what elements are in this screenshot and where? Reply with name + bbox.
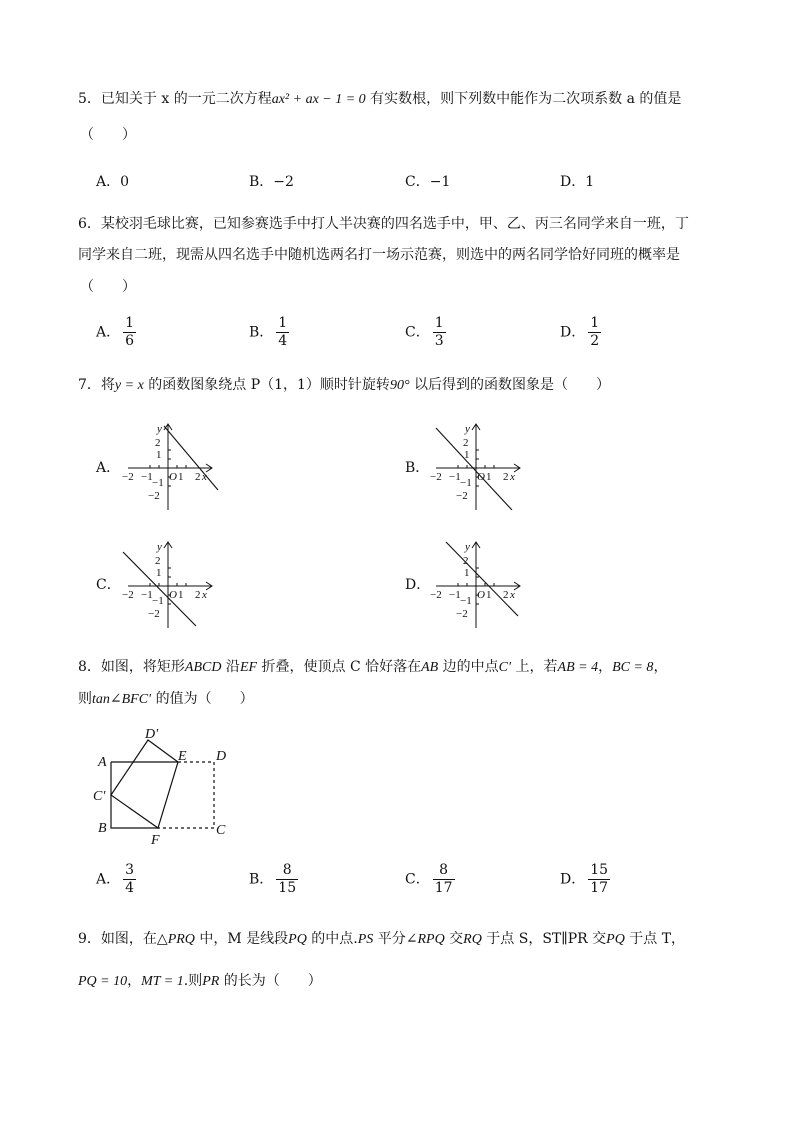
question-6-line2: 同学来自二班，现需从四名选手中随机选两名打一场示范赛，则选中的两名同学恰好同班的概率是 [78, 247, 680, 263]
svg-text:−1: −1 [152, 595, 164, 607]
svg-text:1: 1 [156, 449, 162, 461]
svg-text:1: 1 [486, 471, 492, 483]
svg-text:1: 1 [178, 589, 184, 601]
svg-text:2: 2 [503, 471, 509, 483]
function-line [436, 428, 512, 510]
svg-text:2: 2 [155, 437, 161, 449]
svg-text:−2: −2 [122, 589, 134, 601]
svg-text:2: 2 [463, 437, 469, 449]
svg-text:D′: D′ [145, 727, 159, 742]
fraction: $\frac{1}{3}$ [434, 315, 444, 349]
option-c[interactable]: C． $\frac{1}{3}$ [405, 315, 444, 349]
svg-text:−1: −1 [141, 471, 153, 483]
svg-text:1: 1 [464, 449, 470, 461]
svg-text:2: 2 [195, 471, 201, 483]
svg-text:1: 1 [486, 589, 492, 601]
svg-text:O: O [169, 471, 177, 483]
svg-text:−2: −2 [456, 490, 468, 502]
option-a[interactable]: A． $\frac{1}{6}$ [96, 315, 135, 349]
svg-text:E: E [178, 749, 187, 764]
question-number: 9． [78, 931, 101, 947]
svg-text:2: 2 [155, 555, 161, 567]
answer-paren: （ ） [80, 127, 136, 143]
option-b[interactable]: B．−2 [249, 174, 294, 190]
x-axis-label: x [510, 471, 515, 483]
question-number: 5． [78, 91, 101, 107]
svg-text:2: 2 [195, 589, 201, 601]
svg-text:−1: −1 [152, 477, 164, 489]
fraction: $\frac{1}{4}$ [278, 315, 288, 349]
option-a[interactable]: A．0 [96, 174, 130, 190]
graph-option-a[interactable] [120, 420, 220, 510]
answer-paren: （ ） [80, 279, 136, 295]
svg-text:−1: −1 [460, 595, 472, 607]
function: y = x [114, 378, 144, 393]
svg-text:−1: −1 [449, 471, 461, 483]
svg-text:D: D [216, 749, 227, 764]
svg-text:1: 1 [178, 471, 184, 483]
svg-text:O: O [477, 471, 485, 483]
option-d[interactable]: D． $\frac{15}{17}$ [560, 862, 609, 896]
question-9-line2: PQ = 10，MT = 1.则PR 的长为（ ） [78, 973, 322, 989]
svg-text:−2: −2 [148, 490, 160, 502]
question-number: 7． [78, 377, 101, 393]
option-d[interactable]: D． $\frac{1}{2}$ [560, 315, 600, 349]
graph-option-d[interactable] [428, 538, 528, 628]
option-c[interactable]: C． [96, 577, 121, 593]
x-axis-label: x [202, 589, 207, 601]
svg-text:−2: −2 [430, 471, 442, 483]
fraction: $\frac{1}{2}$ [590, 315, 600, 349]
svg-text:−2: −2 [148, 608, 160, 620]
graph-option-b[interactable] [428, 420, 528, 510]
option-b[interactable]: B． [405, 460, 430, 476]
question-5-stem: 5．已知关于 x 的一元二次方程ax² + ax − 1 = 0 有实数根，则下列数中能作为二次项系数 a 的值是 [78, 91, 682, 107]
y-axis-label: y [465, 423, 470, 435]
svg-text:F: F [151, 833, 160, 848]
svg-text:B: B [98, 821, 107, 836]
fraction: $\frac{1}{6}$ [125, 315, 135, 349]
option-b[interactable]: B． $\frac{1}{4}$ [249, 315, 288, 349]
svg-text:−1: −1 [141, 589, 153, 601]
graph-option-c[interactable] [120, 538, 220, 628]
option-c[interactable]: C． $\frac{8}{17}$ [405, 862, 453, 896]
x-axis-label: x [202, 471, 207, 483]
equation: ax² + ax − 1 = 0 [271, 92, 366, 107]
option-a[interactable]: A． $\frac{3}{4}$ [96, 862, 135, 896]
svg-text:O: O [477, 589, 485, 601]
fold-figure [90, 722, 240, 850]
option-d[interactable]: D． [405, 577, 431, 593]
question-9-line1: 9．如图，在△PRQ 中，M 是线段PQ 的中点.PS 平分∠RPQ 交RQ 于点 S，ST∥PR 交PQ 于点 T， [78, 931, 686, 947]
option-b[interactable]: B． $\frac{8}{15}$ [249, 862, 297, 896]
rect-solid-edge [111, 762, 158, 828]
svg-text:C′: C′ [93, 789, 106, 804]
question-number: 6． [78, 216, 101, 232]
svg-text:2: 2 [463, 555, 469, 567]
svg-text:A: A [98, 755, 107, 770]
option-a[interactable]: A． [96, 460, 121, 476]
rect-dashed-edge [158, 762, 214, 828]
fraction: $\frac{3}{4}$ [125, 862, 135, 896]
folded-quad [111, 740, 178, 828]
y-axis-label: y [465, 541, 470, 553]
y-axis-label: y [157, 541, 162, 553]
svg-text:−1: −1 [449, 589, 461, 601]
function-line [446, 542, 518, 616]
svg-text:−2: −2 [430, 589, 442, 601]
question-8-line2: 则tan∠BFC′ 的值为（ ） [78, 691, 254, 707]
svg-text:−1: −1 [460, 477, 472, 489]
question-number: 8． [78, 659, 101, 675]
question-6-line1: 6．某校羽毛球比赛，已知参赛选手中打人半决赛的四名选手中，甲、乙、丙三名同学来自一班，丁 [78, 216, 689, 232]
option-c[interactable]: C．−1 [405, 174, 451, 190]
x-axis-label: x [510, 589, 515, 601]
fraction: $\frac{15}{17}$ [590, 862, 609, 896]
fraction: $\frac{8}{17}$ [434, 862, 453, 896]
option-d[interactable]: D．1 [560, 174, 595, 190]
svg-text:−2: −2 [122, 471, 134, 483]
svg-text:1: 1 [156, 567, 162, 579]
svg-text:−2: −2 [456, 608, 468, 620]
svg-text:1: 1 [464, 567, 470, 579]
y-axis-label: y [157, 423, 162, 435]
question-8-line1: 8．如图，将矩形ABCD 沿EF 折叠，使顶点 C 恰好落在AB 边的中点C′ 上，若AB = 4，BC = 8， [78, 659, 668, 675]
svg-text:2: 2 [503, 589, 509, 601]
question-7-stem: 7．将y = x 的函数图象绕点 P（1，1）顺时针旋转90° 以后得到的函数图象是（ ） [78, 377, 610, 393]
fraction: $\frac{8}{15}$ [278, 862, 297, 896]
tangent-expression: tan∠BFC′ [92, 692, 152, 707]
svg-text:C: C [216, 823, 226, 838]
svg-text:O: O [169, 589, 177, 601]
